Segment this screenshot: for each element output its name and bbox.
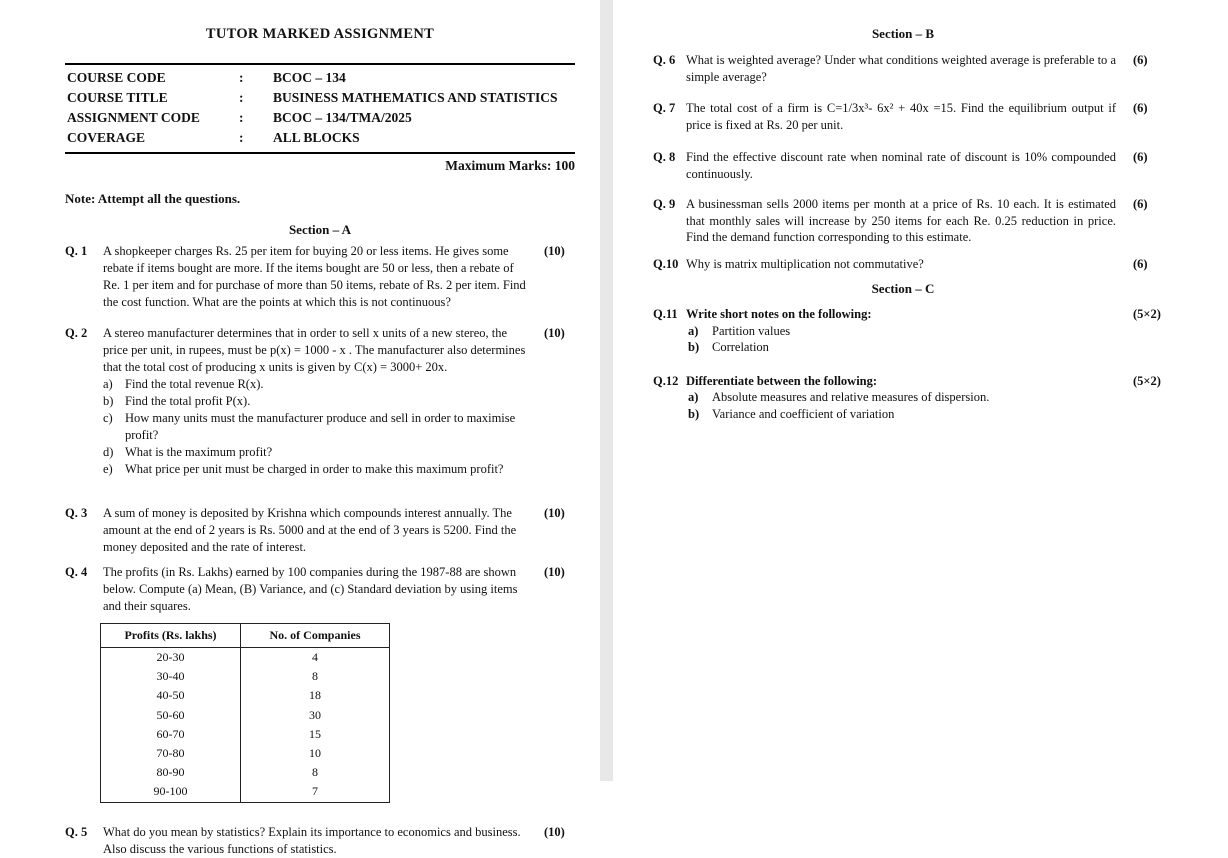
question-text: What is weighted average? Under what conditions weighted average is preferable to a simple average? xyxy=(686,53,1116,84)
question-body xyxy=(103,243,527,311)
table-header-row xyxy=(101,624,390,648)
sub-item-b xyxy=(686,406,1116,423)
question-marks: (10) xyxy=(544,506,565,520)
question-number: Q. 3 xyxy=(65,506,88,520)
question-marks: (6) xyxy=(1133,256,1148,271)
sub-item-d xyxy=(103,444,527,461)
question-body xyxy=(686,196,1116,246)
sub-item-text: What price per unit must be charged in order to make this maximum profit? xyxy=(125,462,504,476)
info-value: BCOC – 134/TMA/2025 xyxy=(273,110,412,125)
table-header-profits: Profits (Rs. lakhs) xyxy=(101,624,241,648)
info-value: BUSINESS MATHEMATICS AND STATISTICS xyxy=(273,90,558,105)
question-number: Q. 9 xyxy=(653,197,676,211)
question-text: Why is matrix multiplication not commutative? xyxy=(686,256,924,271)
table-cell-count: 4 xyxy=(312,650,318,664)
question-body xyxy=(686,373,1116,423)
info-colon: : xyxy=(239,130,244,145)
question-marks: (10) xyxy=(544,565,565,579)
question-3 xyxy=(65,505,575,556)
question-number: Q. 8 xyxy=(653,150,676,164)
section-a-heading: Section – A xyxy=(288,222,352,237)
table-cell-count: 15 xyxy=(309,726,321,741)
question-heading: Write short notes on the following: xyxy=(686,307,872,321)
info-row-course-title xyxy=(67,88,575,108)
question-body xyxy=(686,149,1116,182)
page-2 xyxy=(613,0,1228,781)
sub-item-text: What is the maximum profit? xyxy=(125,445,273,459)
profits-frequency-table xyxy=(100,623,390,803)
info-row-course-code xyxy=(67,68,575,88)
question-text: A stereo manufacturer determines that in order to sell x units of a new stereo, the price per unit, in rupees, must be p(x) = 1000 - x . The manufacturer also determines that the total cost of producing x units is given by C(x) = 3000+ 20x. xyxy=(103,326,526,374)
sub-item-text: Variance and coefficient of variation xyxy=(712,406,895,421)
sub-item-c xyxy=(103,410,527,444)
table-cell-count: 8 xyxy=(312,765,318,780)
question-6 xyxy=(653,52,1153,85)
table-cell-count: 8 xyxy=(312,669,318,684)
question-marks: (6) xyxy=(1133,53,1148,67)
section-b-heading: Section – B xyxy=(871,26,935,41)
question-number: Q.11 xyxy=(653,307,678,321)
table-cell-count: 10 xyxy=(309,746,321,761)
question-12 xyxy=(653,373,1161,423)
page-1 xyxy=(0,0,600,856)
sub-item-label: c) xyxy=(103,411,113,425)
question-text: What do you mean by statistics? Explain its importance to economics and business. Also discuss the various functions of statistics. xyxy=(103,824,521,856)
question-11 xyxy=(653,306,1161,356)
sub-item-a xyxy=(103,376,527,393)
table-cell-count: 7 xyxy=(312,784,318,799)
page-gap-divider xyxy=(600,0,613,781)
question-number: Q. 2 xyxy=(65,326,88,340)
table-row xyxy=(101,667,390,686)
table-cell-range: 80-90 xyxy=(101,763,241,782)
info-colon: : xyxy=(239,90,244,105)
question-marks: (6) xyxy=(1133,101,1148,115)
question-body xyxy=(686,256,1116,273)
sub-item-label: a) xyxy=(688,323,699,338)
table-cell-range: 60-70 xyxy=(101,725,241,744)
info-value: BCOC – 134 xyxy=(273,70,346,85)
table-row xyxy=(101,686,390,705)
sub-item-text: Absolute measures and relative measures of dispersion. xyxy=(712,390,990,404)
table-cell-range: 30-40 xyxy=(101,667,241,686)
question-number: Q. 5 xyxy=(65,824,88,839)
info-label: COVERAGE xyxy=(67,130,146,145)
table-row xyxy=(101,763,390,782)
question-7 xyxy=(653,100,1153,133)
sub-item-b xyxy=(103,393,527,410)
question-9 xyxy=(653,196,1153,246)
sub-item-label: a) xyxy=(688,390,699,404)
info-label: ASSIGNMENT CODE xyxy=(67,110,200,125)
question-text: The total cost of a firm is C=1/3x³- 6x² + 40x =15. Find the equilibrium output if price is fixed at Rs. 20 per unit. xyxy=(686,101,1116,132)
question-8 xyxy=(653,149,1153,182)
question-marks: (10) xyxy=(544,326,565,340)
question-marks: (10) xyxy=(544,244,565,258)
sub-item-label: b) xyxy=(688,406,700,421)
sub-item-label: a) xyxy=(103,377,113,391)
question-body xyxy=(103,505,527,556)
question-body xyxy=(103,824,527,858)
info-label: COURSE CODE xyxy=(67,70,166,85)
sub-item-text: Find the total revenue R(x). xyxy=(125,377,264,391)
table-row xyxy=(101,725,390,744)
question-text: A businessman sells 2000 items per month at a price of Rs. 10 each. It is estimated that monthly sales will increase by 250 items for each Re. 0.25 reduction in price. Find the demand function corresponding to this estimate. xyxy=(686,197,1116,244)
sub-item-a xyxy=(686,389,1116,406)
question-body xyxy=(686,306,1116,356)
question-1 xyxy=(65,243,575,311)
info-row-coverage xyxy=(67,128,575,148)
question-2 xyxy=(65,325,575,478)
table-cell-range: 70-80 xyxy=(101,744,241,763)
question-heading: Differentiate between the following: xyxy=(686,373,878,388)
question-number: Q. 7 xyxy=(653,101,676,115)
table-cell-range: 90-100 xyxy=(101,782,241,802)
info-colon: : xyxy=(239,110,244,125)
table-header-companies: No. of Companies xyxy=(241,624,390,648)
question-body xyxy=(103,564,527,615)
table-cell-count: 30 xyxy=(309,707,321,722)
table-row xyxy=(101,782,390,802)
question-text: The profits (in Rs. Lakhs) earned by 100 companies during the 1987-88 are shown below. Compute (a) Mean, (B) Variance, and (c) Standard deviation by using items and their squares. xyxy=(103,565,518,613)
sub-item-b xyxy=(686,339,1116,356)
sub-item-label: e) xyxy=(103,462,113,476)
table-row xyxy=(101,744,390,763)
table-cell-range: 40-50 xyxy=(101,686,241,705)
info-colon: : xyxy=(239,70,244,85)
question-body xyxy=(103,325,527,478)
question-number: Q.12 xyxy=(653,373,679,388)
question-number: Q.10 xyxy=(653,256,679,271)
course-info-table xyxy=(65,63,575,154)
info-value: ALL BLOCKS xyxy=(273,130,360,145)
info-row-assignment-code xyxy=(67,108,575,128)
sub-item-a xyxy=(686,323,1116,340)
sub-item-e xyxy=(103,461,527,478)
sub-item-text: Find the total profit P(x). xyxy=(125,394,251,408)
question-10 xyxy=(653,256,1153,273)
question-marks: (5×2) xyxy=(1133,307,1161,321)
table-cell-count: 18 xyxy=(309,688,321,703)
note-text: Note: Attempt all the questions. xyxy=(65,191,241,206)
section-c-heading: Section – C xyxy=(871,281,935,296)
question-text: A sum of money is deposited by Krishna which compounds interest annually. The amount at the end of 2 years is Rs. 5000 and at the end of 3 years is 5200. Find the money deposited and the rate of interest. xyxy=(103,506,517,554)
question-marks: (10) xyxy=(544,824,565,839)
question-text: Find the effective discount rate when nominal rate of discount is 10% compounded continuously. xyxy=(686,150,1116,181)
sub-item-label: b) xyxy=(103,394,114,408)
question-5 xyxy=(65,824,575,858)
sub-item-text: Partition values xyxy=(712,323,791,338)
table-row xyxy=(101,648,390,668)
table-cell-range: 20-30 xyxy=(101,648,241,668)
sub-item-label: b) xyxy=(688,340,700,354)
info-label: COURSE TITLE xyxy=(67,90,168,105)
question-4 xyxy=(65,564,575,615)
question-marks: (6) xyxy=(1133,197,1148,211)
maximum-marks: Maximum Marks: 100 xyxy=(445,158,575,173)
question-body xyxy=(686,52,1116,85)
sub-item-text: Correlation xyxy=(712,340,769,354)
table-row xyxy=(101,706,390,725)
question-number: Q. 1 xyxy=(65,244,88,258)
table-cell-range: 50-60 xyxy=(101,706,241,725)
sub-item-label: d) xyxy=(103,445,114,459)
sub-item-text: How many units must the manufacturer produce and sell in order to maximise profit? xyxy=(125,411,516,442)
question-text: A shopkeeper charges Rs. 25 per item for buying 20 or less items. He gives some rebate if items bought are more. If the items bought are 50 or less, then a rebate of Re. 1 per item and for purchase of more than 50 items, rebate of Rs. 2 per item. Find the cost function. What are the points at which this is not continuous? xyxy=(103,244,526,309)
document-title: TUTOR MARKED ASSIGNMENT xyxy=(205,26,435,42)
question-marks: (6) xyxy=(1133,150,1148,164)
question-body xyxy=(686,100,1116,133)
question-number: Q. 4 xyxy=(65,565,88,579)
question-marks: (5×2) xyxy=(1133,373,1161,388)
question-number: Q. 6 xyxy=(653,53,676,67)
